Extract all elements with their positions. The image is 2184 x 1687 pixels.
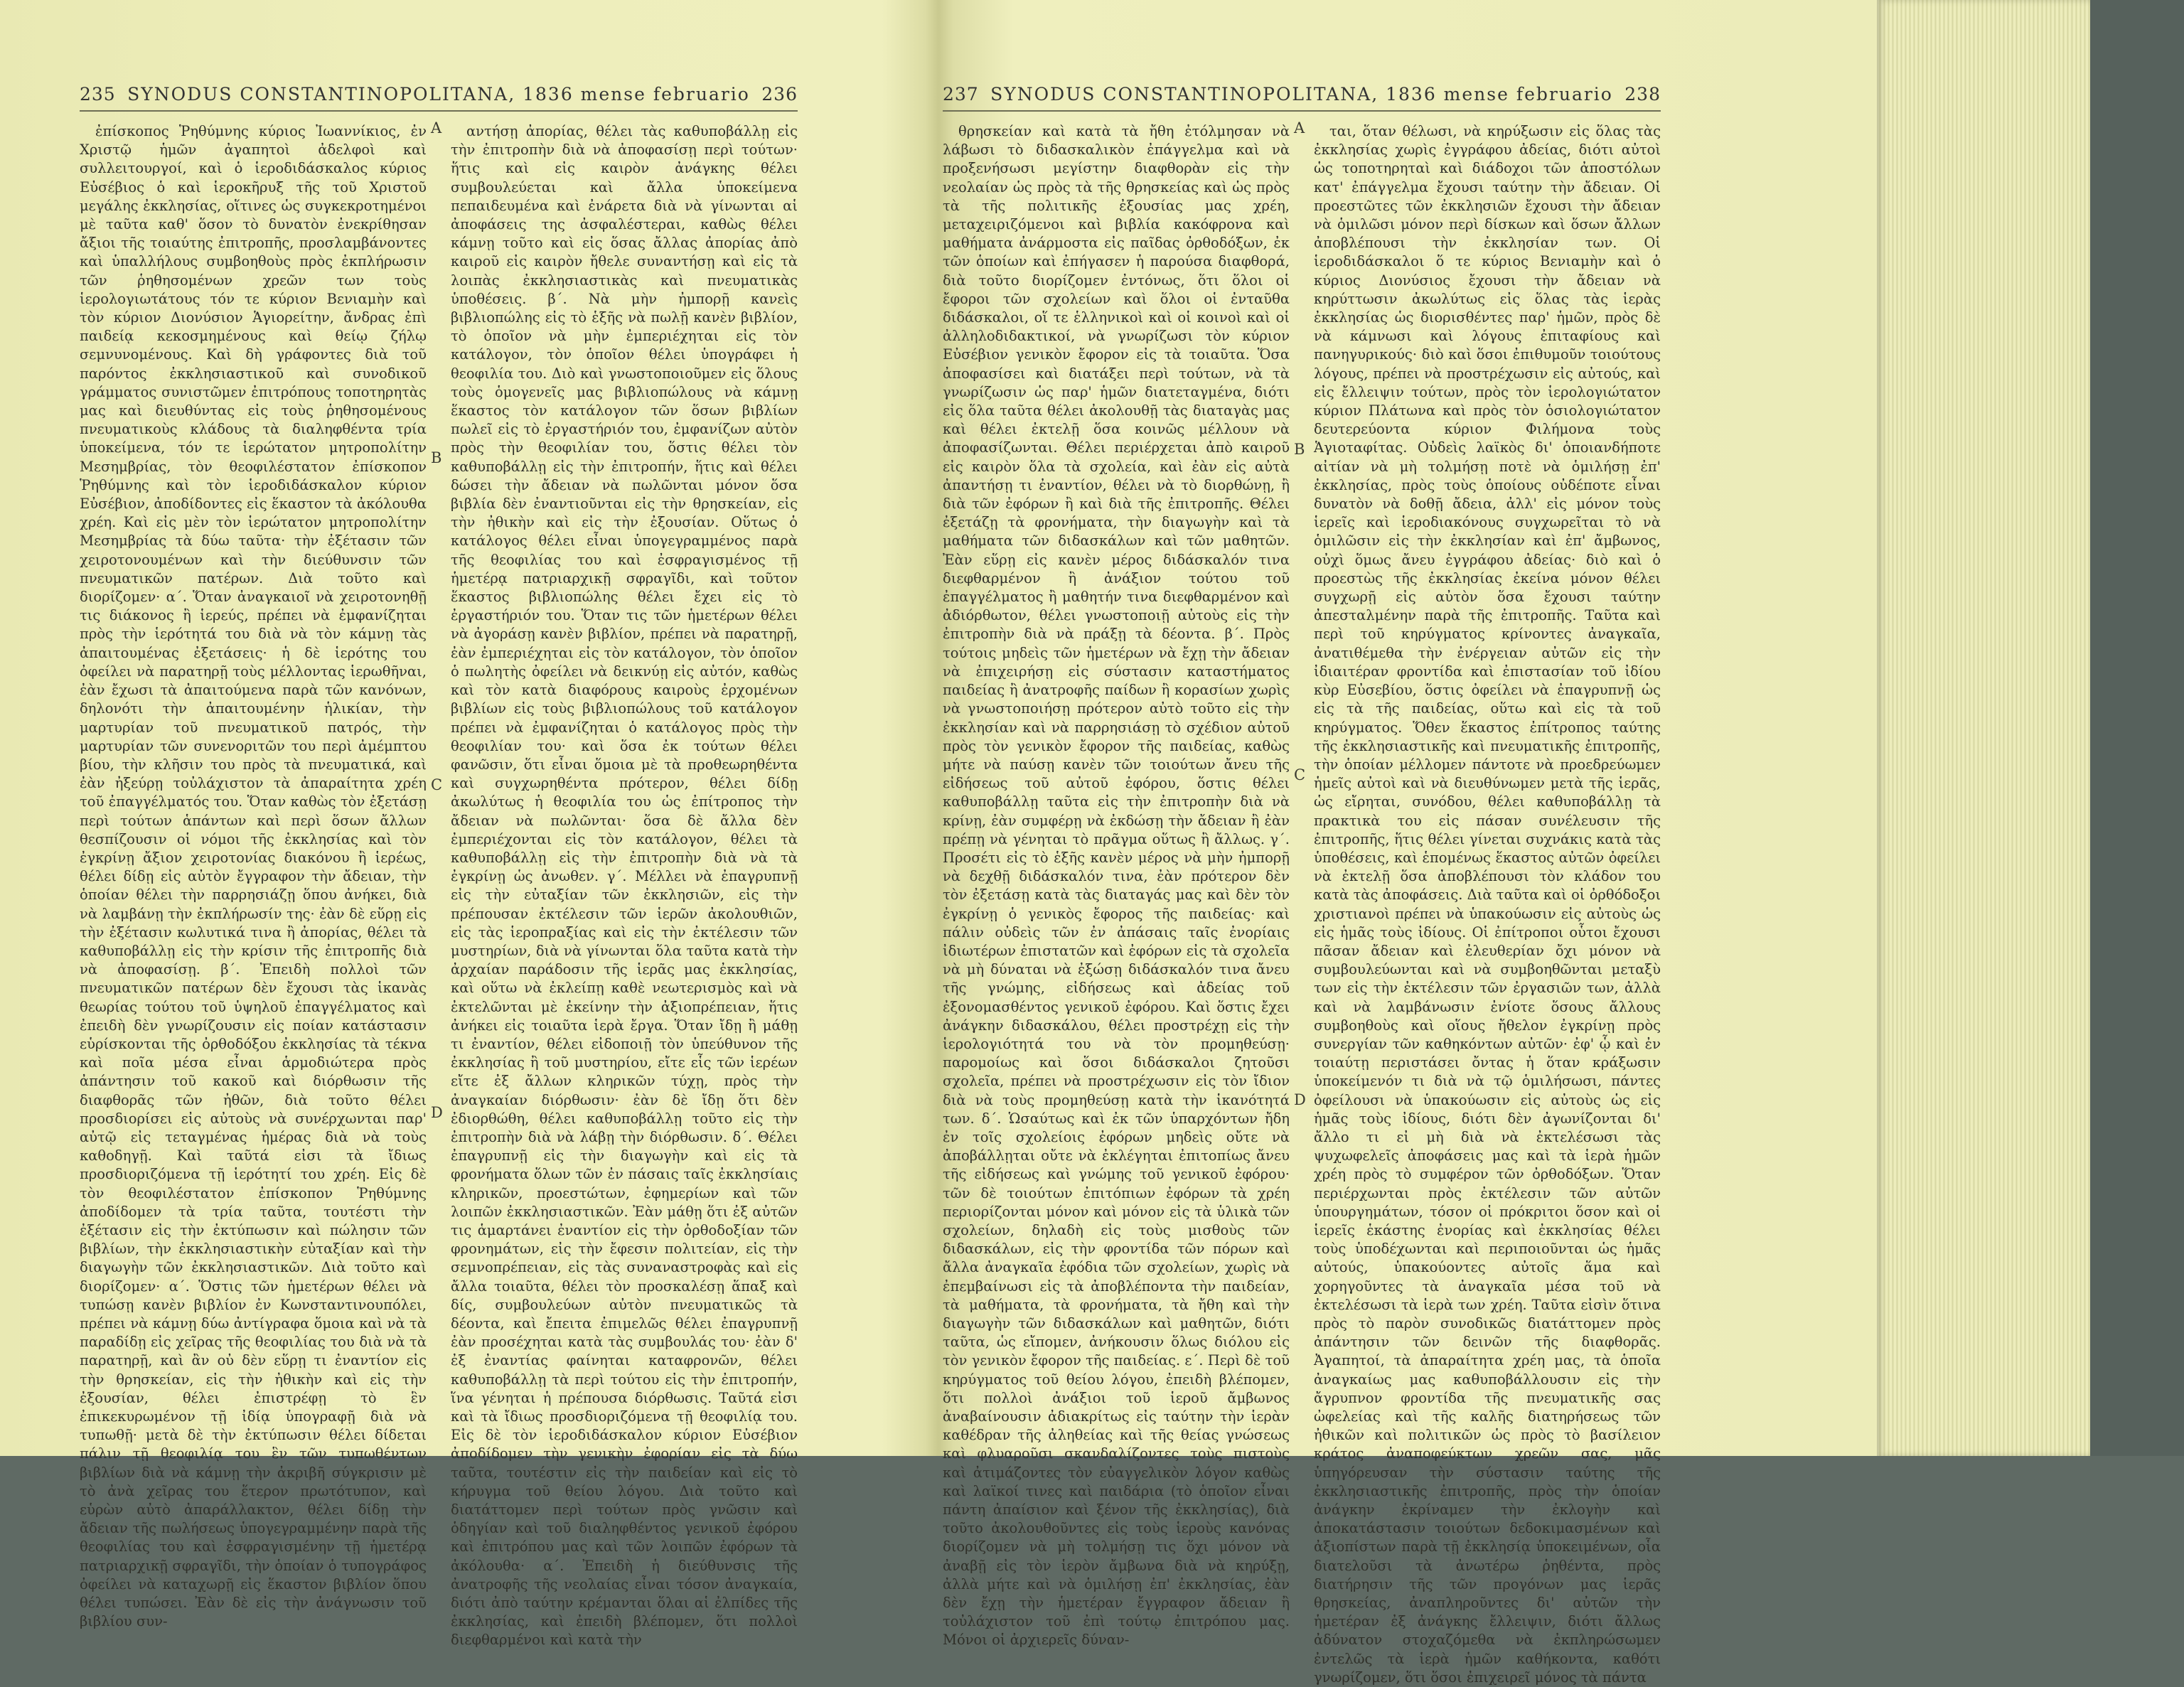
right-page [917, 0, 1863, 1686]
margin-marker: A [431, 119, 442, 136]
margin-marker: A [1294, 119, 1305, 136]
header-rule [943, 110, 1661, 112]
margin-marker: B [1294, 441, 1305, 458]
text-column-right [451, 122, 798, 1649]
page-edges [1877, 0, 2090, 1456]
header-rule [80, 110, 798, 112]
column-number: 235 [80, 84, 116, 105]
background-surface [2090, 0, 2184, 1456]
running-title: SYNODUS CONSTANTINOPOLITANA, 1836 mense februario [990, 84, 1613, 105]
column-number: 237 [943, 84, 979, 105]
column-number: 238 [1624, 84, 1661, 105]
column-number: 236 [761, 84, 798, 105]
column-text: ἐπίσκοπος Ῥηθύμνης κύριος Ἰωαννίκιος, ἐν Χριστῷ ἡμῶν ἀγαπητοὶ ἀδελφοὶ καὶ συλλειτουργοί, καὶ ὁ ἱεροδιδάσκαλος κύριος Εὐσέβιος ὁ καὶ ἱεροκῆρυξ τῆς τοῦ Χριστοῦ μεγάλης ἐκκλησίας, οἵτινες ὡς συγκεκροτημένοι μὲ ταῦτα καθ' ὅσον τὸ δυνατὸν ἐνεκρίθησαν ἄξιοι τῆς τοιαύτης ἐπιτροπῆς, προσλαμβάνοντες καὶ ὑπαλλήλους συμβοηθοὺς πρὸς ἐκπλήρωσιν τῶν ῥηθησομένων χρεῶν των τοὺς ἱερολογιωτάτους τόν τε κύριον Βενιαμὴν καὶ τὸν κύριον Διονύσιον Ἁγιορείτην, ἄνδρας ἐπὶ παιδείᾳ κεκοσμημένους καὶ θείῳ ζήλῳ σεμνυνομένους. Καὶ δὴ γράφοντες διὰ τοῦ παρόντος ἐκκλησιαστικοῦ καὶ συνοδικοῦ γράμματος συνιστῶμεν ἐπιτρόπους τοποτηρητὰς μας καὶ διευθύντας εἰς τοὺς ῥηθησομένους πνευματικοὺς κλάδους τὰ διαληφθέντα τρία ὑποκείμενα, τόν τε ἱερώτατον μητροπολίτην Μεσημβρίας, τὸν θεοφιλέστατον ἐπίσκοπον Ῥηθύμνης καὶ τὸν ἱεροδιδάσκαλον κύριον Εὐσέβιον, ἀποδίδοντες εἰς ἕκαστον τὰ ἀκόλουθα χρέη. Καὶ εἰς μὲν τὸν ἱερώτατον μητροπολίτην Μεσημβρίας τὰ δύω ταῦτα· τὴν ἐξέτασιν τῶν χειροτονουμένων καὶ τὴν διεύθυνσιν τῶν πνευματικῶν πατέρων. Διὰ τοῦτο καὶ διορίζομεν· α΄. Ὅταν ἀναγκαιοῖ νὰ χειροτονηθῇ τις διάκονος ἢ ἱερεύς, πρέπει νὰ ἐμφανίζηται πρὸς τὴν ἱερότητά του διὰ νὰ τὸν κάμνῃ τὰς ἀπαιτουμένας ἐξετάσεις· ἡ δὲ ἱερότης του ὀφείλει νὰ παρατηρῇ τοὺς μέλλοντας ἱερωθῆναι, ἐὰν ἔχωσι τὰ ἀπαιτούμενα παρὰ τῶν κανόνων, δηλονότι τὴν ἀπαιτουμένην ἡλικίαν, τὴν μαρτυρίαν τοῦ πνευματικοῦ πατρός, τὴν μαρτυρίαν τῶν συνενοριτῶν του περὶ ἀμέμπτου βίου, τὴν κλῆσιν του πρὸς τὰ πνευματικά, καὶ ἐὰν ἠξεύρῃ τοὐλάχιστον τὰ ἀπαραίτητα χρέη τοῦ ἐπαγγέλματός του. Ὅταν καθὼς τὸν ἐξετάσῃ περὶ τούτων ἁπάντων καὶ περὶ ὅσων ἄλλων θεσπίζουσιν οἱ νόμοι τῆς ἐκκλησίας καὶ τὸν ἐγκρίνῃ ἄξιον χειροτονίας διακόνου ἢ ἱερέως, θέλει δίδῃ εἰς αὐτὸν ἔγγραφον τὴν ἄδειαν, τὴν ὁποίαν θέλει τὴν παρρησιάζῃ ὅπου ἀνήκει, διὰ νὰ λαμβάνῃ τὴν ἐκπλήρωσίν της· ἐὰν δὲ εὕρῃ εἰς τὴν ἐξέτασιν κωλυτικά τινα ἢ ἀπορίας, θέλει τὰ καθυποβάλλῃ εἰς τὴν κρίσιν τῆς ἐπιτροπῆς διὰ νὰ ἀποφασίσῃ. β΄. Ἐπειδὴ πολλοὶ τῶν πνευματικῶν πατέρων δὲν ἔχουσι τὰς ἱκανὰς θεωρίας τούτου τοῦ ὑψηλοῦ ἐπαγγέλματος καὶ ἐπειδὴ δὲν γνωρίζουσιν εἰς ποίαν κατάστασιν εὑρίσκονται τῆς ὀρθοδόξου ἐκκλησίας τὰ τέκνα καὶ ποῖα μέσα εἶναι ἁρμοδιώτερα πρὸς ἀπάντησιν τοῦ κακοῦ καὶ διόρθωσιν τῆς διαφθορᾶς τῶν ἠθῶν, διὰ τοῦτο θέλει προσδιορίσει εἰς αὐτοὺς νὰ συνέρχωνται παρ' αὐτῷ εἰς τεταγμένας ἡμέρας διὰ νὰ τοὺς καθοδηγῇ. Καὶ ταῦτά εἰσι τὰ ἴδιως προσδιοριζόμενα τῇ ἱερότητί του χρέη. Εἰς δὲ τὸν θεοφιλέστατον ἐπίσκοπον Ῥηθύμνης ἀποδίδομεν τὰ τρία ταῦτα, τουτέστι τὴν ἐξέτασιν εἰς τὴν ἐκτύπωσιν καὶ πώλησιν τῶν βιβλίων, τὴν ἐκκλησιαστικὴν εὐταξίαν καὶ τὴν διαγωγὴν τῶν ἐκκλησιαστικῶν. Διὰ τοῦτο καὶ διορίζομεν· α΄. Ὅστις τῶν ἡμετέρων θέλει νὰ τυπώσῃ κανὲν βιβλίον ἐν Κωνσταντινουπόλει, πρέπει νὰ κάμνῃ δύω ἀντίγραφα ὅμοια καὶ νὰ τὰ παραδίδῃ εἰς χεῖρας τῆς θεοφιλίας του διὰ νὰ τὰ παρατηρῇ, καὶ ἂν οὐ δὲν εὕρῃ τι ἐναντίον εἰς τὴν θρησκείαν, εἰς τὴν ἠθικὴν καὶ εἰς τὴν ἐξουσίαν, θέλει ἐπιστρέφῃ τὸ ἓν ἐπικεκυρωμένον τῇ ἰδίᾳ ὑπογραφῇ διὰ νὰ τυπωθῇ· μετὰ δὲ τὴν ἐκτύπωσιν θέλει δίδεται πάλιν τῇ θεοφιλίᾳ του ἓν τῶν τυπωθέντων βιβλίων διὰ νὰ κάμνῃ τὴν ἀκριβῆ σύγκρισιν μὲ τὸ ἀνὰ χεῖρας του ἕτερον πρωτότυπον, καὶ εὑρὼν αὐτὸ ἀπαράλλακτον, θέλει δίδῃ τὴν ἄδειαν τῆς πωλήσεως ὑπογεγραμμένην παρὰ τῆς θεοφιλίας του καὶ ἐσφραγισμένην τῇ ἡμετέρᾳ πατριαρχικῇ σφραγῖδι, τὴν ὁποίαν ὁ τυπογράφος ὀφείλει νὰ καταχωρῇ εἰς ἕκαστον βιβλίον ὅπου θέλει τυπώσει. Ἐὰν δὲ εἰς τὴν ἀνάγνωσιν τοῦ βιβλίου συν- [80, 123, 427, 1630]
margin-marker: B [431, 449, 442, 466]
text-column-right [1314, 122, 1661, 1686]
running-title: SYNODUS CONSTANTINOPOLITANA, 1836 mense februario [127, 84, 750, 105]
column-text: θρησκείαν καὶ κατὰ τὰ ἤθη ἐτόλμησαν νὰ λάβωσι τὸ διδασκαλικὸν ἐπάγγελμα καὶ νὰ προξενήσωσι μεγίστην διαφθορὰν εἰς τὴν νεολαίαν ὡς πρὸς τὰ τῆς θρησκείας καὶ ὡς πρὸς τὰ τῆς πολιτικῆς ἐξουσίας μας χρέη, μεταχειριζόμενοι καὶ βιβλία κακόφρονα καὶ μαθήματα ἀνάρμοστα εἰς παῖδας ὀρθοδόξων, ἐκ τῶν ὁποίων καὶ ἐπήγασεν ἡ παρούσα διαφθορά, διὰ τοῦτο διορίζομεν ἐντόνως, ὅτι ὅλοι οἱ ἔφοροι τῶν σχολείων καὶ ὅλοι οἱ ἐνταῦθα διδάσκαλοι, οἵ τε ἑλληνικοὶ καὶ οἱ κοινοὶ καὶ οἱ ἀλληλοδιδακτικοί, νὰ γνωρίζωσι τὸν κύριον Εὐσέβιον γενικὸν ἔφορον εἰς τὰ τοιαῦτα. Ὅσα ἀποφασίσει καὶ διατάξει περὶ τούτων, νὰ τὰ γνωρίζωσιν ὡς παρ' ἡμῶν διατεταγμένα, διότι εἰς ὅλα ταῦτα θέλει ἀκολουθῇ τὰς διαταγὰς μας καὶ θέλει ἐκτελῇ ὅσα κοινῶς μέλλουν νὰ ἀποφασίζωνται. Θέλει περιέρχεται ἀπὸ καιροῦ εἰς καιρὸν ὅλα τὰ σχολεία, καὶ ἐὰν εἰς αὐτὰ ἀπαντήσῃ τι ἐναντίον, θέλει νὰ τὸ διορθώνῃ, ἢ διὰ τῶν ἐφόρων ἢ καὶ διὰ τῆς ἐπιτροπῆς. Θέλει ἐξετάζῃ τὰ φρονήματα, τὴν διαγωγὴν καὶ τὰ μαθήματα τῶν διδασκάλων καὶ τῶν μαθητῶν. Ἐὰν εὕρῃ εἰς κανὲν μέρος διδάσκαλόν τινα διεφθαρμένον ἢ ἀνάξιον τούτου τοῦ ἐπαγγέλματος ἢ μαθητήν τινα διεφθαρμένον καὶ ἀδιόρθωτον, θέλει γνωστοποιῇ αὐτοὺς εἰς τὴν ἐπιτροπὴν διὰ νὰ πράξῃ τὰ δέοντα. β΄. Πρὸς τούτοις μηδεὶς τῶν ἡμετέρων νὰ ἔχῃ τὴν ἄδειαν νὰ ἐπιχειρήσῃ εἰς σύστασιν καταστήματος παιδείας ἢ ἀνατροφῆς παίδων ἢ κορασίων χωρὶς νὰ γνωστοποιήσῃ πρότερον αὐτὸ τοῦτο εἰς τὴν ἐκκλησίαν καὶ νὰ παρρησιάσῃ τὸ σχέδιον αὐτοῦ πρὸς τὸν γενικὸν ἔφορον τῆς παιδείας, καθὼς μήτε νὰ παύσῃ κανὲν τῶν τοιούτων ἄνευ τῆς εἰδήσεως τοῦ αὐτοῦ ἐφόρου, ὅστις θέλει καθυποβάλλῃ ταῦτα εἰς τὴν ἐπιτροπὴν διὰ νὰ κρίνῃ, ἐὰν συμφέρῃ νὰ ἐκδώσῃ τὴν ἄδειαν ἢ ἐὰν πρέπῃ νὰ γένηται τὸ πρᾶγμα οὕτως ἢ ἄλλως. γ΄. Προσέτι εἰς τὸ ἑξῆς κανὲν μέρος νὰ μὴν ἠμπορῇ νὰ δεχθῇ διδάσκαλόν τινα, ἐὰν πρότερον δὲν τὸν ἐξετάσῃ κατὰ τὰς διαταγάς μας καὶ δὲν τὸν ἐγκρίνῃ ὁ γενικὸς ἔφορος τῆς παιδείας· καὶ πάλιν οὐδεὶς τῶν ἐν ἀπάσαις ταῖς ἐνορίαις ἰδιωτέρων ἐπιστατῶν καὶ ἐφόρων εἰς τὰ σχολεῖα νὰ μὴ δύναται νὰ ἐξώσῃ διδάσκαλόν τινα ἄνευ τῆς γνώμης, εἰδήσεως καὶ ἀδείας τοῦ ἐξονομασθέντος γενικοῦ ἐφόρου. Καὶ ὅστις ἔχει ἀνάγκην διδασκάλου, θέλει προστρέχῃ εἰς τὴν ἱερολογιότητά του νὰ τὸν προμηθεύσῃ· παρομοίως καὶ ὅσοι διδάσκαλοι ζητοῦσι σχολεῖα, πρέπει νὰ προστρέχωσιν εἰς τὸν ἴδιον διὰ νὰ τοὺς προμηθεύσῃ κατὰ τὴν ἱκανότητά των. δ΄. Ὡσαύτως καὶ ἐκ τῶν ὑπαρχόντων ἤδη ἐν τοῖς σχολείοις ἐφόρων μηδεὶς οὔτε νὰ ἀποβάλλῃται οὔτε νὰ ἐκλέγηται ἐπιτοπίως ἄνευ τῆς εἰδήσεως καὶ γνώμης τοῦ γενικοῦ ἐφόρου· τῶν δὲ τοιούτων ἐπιτόπιων ἐφόρων τὰ χρέη περιορίζονται μόνον καὶ μόνον εἰς τὰ ὑλικὰ τῶν σχολείων, δηλαδὴ εἰς τοὺς μισθοὺς τῶν διδασκάλων, εἰς τὴν φροντίδα τῶν πόρων καὶ ἄλλα ἀναγκαῖα ἐφόδια τῶν σχολείων, χωρὶς νὰ ἐπεμβαίνωσι εἰς τὰ ἀποβλέποντα τὴν παιδείαν, τὰ μαθήματα, τὰ φρονήματα, τὰ ἤθη καὶ τὴν διαγωγὴν τῶν διδασκάλων καὶ μαθητῶν, διότι ταῦτα, ὡς εἴπομεν, ἀνήκουσιν ὅλως διόλου εἰς τὸν γενικὸν ἔφορον τῆς παιδείας. ε΄. Περὶ δὲ τοῦ κηρύγματος τοῦ θείου λόγου, ἐπειδὴ βλέπομεν, ὅτι πολλοὶ ἀνάξιοι τοῦ ἱεροῦ ἄμβωνος ἀναβαίνουσιν ἀδιακρίτως εἰς ταύτην τὴν ἱερὰν καθέδραν τῆς ἀληθείας καὶ τῆς θείας γνώσεως καὶ φλυαροῦσι σκανδαλίζοντες τοὺς πιστοὺς καὶ ἀτιμάζοντες τὸν εὐαγγελικὸν λόγον καθὼς καὶ λαϊκοί τινες καὶ παιδάρια (τὸ ὁποῖον εἶναι πάντη ἀπαίσιον καὶ ξένον τῆς ἐκκλησίας), διὰ τοῦτο ἀκολουθοῦντες εἰς τοὺς ἱεροὺς κανόνας διορίζομεν νὰ μὴ τολμήσῃ τις ὅχι μόνον νὰ ἀναβῇ εἰς τὸν ἱερὸν ἄμβωνα διὰ νὰ κηρύξῃ, ἀλλὰ μήτε καὶ νὰ ὁμιλήσῃ ἐπ' ἐκκλησίας, ἐὰν δὲν ἔχῃ τὴν ἡμετέραν ἔγγραφον ἄδειαν ἢ τοὐλάχιστον τοῦ ἐπὶ τούτῳ ἐπιτρόπου μας. Μόνοι οἱ ἀρχιερεῖς δύναν- [943, 123, 1290, 1649]
left-page [0, 0, 882, 1649]
text-column-left [943, 122, 1290, 1649]
margin-marker: C [1294, 766, 1306, 783]
column-text: αντήσῃ ἀπορίας, θέλει τὰς καθυποβάλλῃ εἰς τὴν ἐπιτροπὴν διὰ νὰ ἀποφασίσῃ περὶ τούτων· ἥτις καὶ εἰς καιρὸν ἀνάγκης θέλει συμβουλεύεται καὶ ἄλλα ὑποκείμενα πεπαιδευμένα καὶ ἐνάρετα διὰ νὰ γίνωνται αἱ ἀποφάσεις της ἀσφαλέστεραι, καθὼς θέλει κάμνῃ τοῦτο καὶ εἰς ὅσας ἄλλας ἀπορίας ἀπὸ καιροῦ εἰς καιρὸν ἤθελε συναντήσῃ καὶ εἰς τὰ λοιπὰς ἐκκλησιαστικὰς καὶ πνευματικὰς ὑποθέσεις. β΄. Νὰ μὴν ἠμπορῇ κανεὶς βιβλιοπώλης εἰς τὸ ἑξῆς νὰ πωλῇ κανὲν βιβλίον, τὸ ὁποῖον νὰ μὴν ἐμπεριέχηται εἰς τὸν κατάλογον, τὸν ὁποῖον θέλει ὑπογράφει ἡ θεοφιλία του. Διὸ καὶ γνωστοποιοῦμεν εἰς ὅλους τοὺς ὁμογενεῖς μας βιβλιοπώλους νὰ κάμνῃ ἕκαστος τὸν κατάλογον τῶν ὅσων βιβλίων πωλεῖ εἰς τὸ ἐργαστήριόν του, ἐμφανίζων αὐτὸν πρὸς τὴν θεοφιλίαν του, ὅστις θέλει τὸν καθυποβάλλῃ εἰς τὴν ἐπιτροπήν, ἥτις καὶ θέλει δώσει τὴν ἄδειαν νὰ πωλῶνται μόνον ὅσα βιβλία δὲν ἐναντιοῦνται εἰς τὴν θρησκείαν, εἰς τὴν ἠθικὴν καὶ εἰς τὴν ἐξουσίαν. Οὕτως ὁ κατάλογος θέλει εἶναι ὑπογεγραμμένος παρὰ τῆς θεοφιλίας του καὶ ἐσφραγισμένος τῇ ἡμετέρᾳ πατριαρχικῇ σφραγῖδι, καὶ τοῦτον ἕκαστος βιβλιοπώλης θέλει ἔχει εἰς τὸ ἐργαστήριόν του. Ὅταν τις τῶν ἡμετέρων θέλει νὰ ἀγοράσῃ κανὲν βιβλίον, πρέπει νὰ παρατηρῇ, ἐὰν ἐμπεριέχηται εἰς τὸν κατάλογον, τὸν ὁποῖον ὁ πωλητὴς ὀφείλει νὰ δεικνύῃ εἰς αὐτόν, καθὼς καὶ τὸν κατὰ διαφόρους καιροὺς ἐρχομένων βιβλίων εἰς τοὺς βιβλιοπώλους τοῦ κατάλογον πρέπει νὰ ἐμφανίζηται ὁ κατάλογος πρὸς τὴν θεοφιλίαν του· καὶ ὅσα ἐκ τούτων θέλει φανῶσιν, ὅτι εἶναι ὅμοια μὲ τὰ προθεωρηθέντα καὶ συγχωρηθέντα πρότερον, θέλει δίδῃ ἀκωλύτως ἡ θεοφιλία του ὡς ἐπίτροπος τὴν ἄδειαν νὰ πωλῶνται· ὅσα δὲ ἄλλα δὲν ἐμπεριέχονται εἰς τὸν κατάλογον, θέλει τὰ καθυποβάλλῃ εἰς τὴν ἐπιτροπὴν διὰ νὰ τὰ ἐγκρίνῃ ὡς ἀνωθεν. γ΄. Μέλλει νὰ ἐπαγρυπνῇ εἰς τὴν εὐταξίαν τῶν ἐκκλησιῶν, εἰς τὴν πρέπουσαν ἐκτέλεσιν τῶν ἱερῶν ἀκολουθιῶν, εἰς τὰς ἱεροπραξίας καὶ εἰς τὴν ἐκτέλεσιν τῶν μυστηρίων, διὰ νὰ γίνωνται ὅλα ταῦτα κατὰ τὴν ἀρχαίαν παράδοσιν τῆς ἱερᾶς μας ἐκκλησίας, καὶ οὕτω νὰ ἐκλείπῃ καθὲ νεωτερισμὸς καὶ νὰ ἐκτελῶνται μὲ ἐκείνην τὴν ἀξιοπρέπειαν, ἥτις ἀνήκει εἰς τοιαῦτα ἱερὰ ἔργα. Ὅταν ἴδῃ ἢ μάθῃ τι ἐναντίον, θέλει εἰδοποιῇ τὸν ὑπεύθυνον τῆς ἐκκλησίας ἢ τοῦ μυστηρίου, εἴτε εἷς τῶν ἱερέων εἴτε ἐξ ἄλλων κληρικῶν τύχῃ, πρὸς τὴν ἀναγκαίαν διόρθωσιν· ἐὰν δὲ ἴδῃ ὅτι δὲν ἐδιορθώθη, θέλει καθυποβάλλῃ τοῦτο εἰς τὴν ἐπιτροπὴν διὰ νὰ λάβῃ τὴν διόρθωσιν. δ΄. Θέλει ἐπαγρυπνῇ εἰς τὴν διαγωγὴν καὶ εἰς τὰ φρονήματα ὅλων τῶν ἐν πάσαις ταῖς ἐκκλησίαις κληρικῶν, προεστώτων, ἐφημερίων καὶ τῶν λοιπῶν ἐκκλησιαστικῶν. Ἐὰν μάθῃ ὅτι ἐξ αὐτῶν τις ἁμαρτάνει ἐναντίον εἰς τὴν ὀρθοδοξίαν τῶν φρονημάτων, εἰς τὴν ἔφεσιν πολιτείαν, εἰς τὴν σεμνοπρέπειαν, εἰς τὰς συναναστροφὰς καὶ εἰς ἄλλα τοιαῦτα, θέλει τὸν προσκαλέσῃ ἅπαξ καὶ δίς, συμβουλεύων αὐτὸν πνευματικῶς τὰ δέοντα, καὶ ἔπειτα ἐπιμελῶς θέλει ἐπαγρυπνῇ ἐὰν προσέχηται κατὰ τὰς συμβουλάς του· ἐὰν δ' ἐξ ἐναντίας φαίνηται καταφρονῶν, θέλει καθυποβάλλῃ τὰ περὶ τούτου εἰς τὴν ἐπιτροπήν, ἵνα γένηται ἡ πρέπουσα διόρθωσις. Ταῦτά εἰσι καὶ τὰ ἴδιως προσδιοριζόμενα τῇ θεοφιλίᾳ του. Εἰς δὲ τὸν ἱεροδιδάσκαλον κύριον Εὐσέβιον ἀποδίδομεν τὴν γενικὴν ἐφορίαν εἰς τὰ δύω ταῦτα, τουτέστιν εἰς τὴν παιδείαν καὶ εἰς τὸ κήρυγμα τοῦ θείου λόγου. Διὰ τοῦτο καὶ διατάττομεν περὶ τούτων πρὸς γνῶσιν καὶ ὁδηγίαν καὶ τοῦ διαληφθέντος γενικοῦ ἐφόρου καὶ ἐπιτρόπου μας καὶ τῶν λοιπῶν ἐφόρων τὰ ἀκόλουθα· α΄. Ἐπειδὴ ἡ διεύθυνσις τῆς ἀνατροφῆς τῆς νεολαίας εἶναι τόσον ἀναγκαία, διότι ἀπὸ ταύτην κρέμανται ὅλαι αἱ ἐλπίδες τῆς ἐκκλησίας, καὶ ἐπειδὴ βλέπομεν, ὅτι πολλοὶ διεφθαρμένοι καὶ κατὰ τὴν [451, 123, 798, 1649]
right-page-header [943, 84, 1661, 112]
margin-marker: C [431, 776, 443, 793]
margin-marker: D [431, 1104, 443, 1121]
left-page-header [80, 84, 798, 112]
text-column-left [80, 122, 427, 1630]
column-text: ται, ὅταν θέλωσι, νὰ κηρύξωσιν εἰς ὅλας τὰς ἐκκλησίας χωρὶς ἐγγράφου ἀδείας, διότι αὐτοὶ ὡς τοποτηρηταὶ καὶ διάδοχοι τῶν ἀποστόλων κατ' ἐπάγγελμα ἔχουσι ταύτην τὴν ἄδειαν. Οἱ προεστῶτες τῶν ἐκκλησιῶν ἔχουσι τὴν ἄδειαν νὰ ὁμιλῶσι μόνον περὶ δίσκων καὶ ὅσων ἄλλων ἀποβλέπουσι τὴν ἐκκλησίαν των. Οἱ ἱεροδιδάσκαλοι ὅ τε κύριος Βενιαμὴν καὶ ὁ κύριος Διονύσιος ἔχουσι τὴν ἄδειαν νὰ κηρύττωσιν ἀκωλύτως εἰς ὅλας τὰς ἱερὰς ἐκκλησίας ὡς διορισθέντες παρ' ἡμῶν, πρὸς δὲ νὰ κάμνωσι καὶ λόγους ἐπιταφίους καὶ πανηγυρικούς· διὸ καὶ ὅσοι ἐπιθυμοῦν τοιούτους λόγους, πρέπει νὰ προστρέχωσιν εἰς αὐτούς, καὶ εἰς ἔλλειψιν τούτων, πρὸς τὸν ἱερολογιώτατον κύριον Πλάτωνα καὶ πρὸς τὸν ὁσιολογιώτατον δευτερεύοντα κύριον Φιλήμονα τοὺς Ἁγιοταφίτας. Οὐδεὶς λαϊκὸς δι' ὁποιανδήποτε αἰτίαν νὰ μὴ τολμήσῃ ποτὲ νὰ ὁμιλήσῃ ἐπ' ἐκκλησίας, πρὸς τοὺς ὁποίους οὐδέποτε εἶναι δυνατὸν νὰ δοθῇ ἄδεια, ἀλλ' εἰς μόνον τοὺς ἱερεῖς καὶ ἱεροδιακόνους συγχωρεῖται τὸ νὰ ὁμιλῶσιν εἰς τὴν ἐκκλησίαν καὶ ἐπ' ἄμβωνος, οὐχὶ ὅμως ἄνευ ἐγγράφου ἀδείας· διὸ καὶ ὁ προεστὼς τῆς ἐκκλησίας ἐκείνα μόνον θέλει συγχωρῇ εἰς αὐτὸν ὅσα ἔχουσι ταύτην ἀπεσταλμένην παρὰ τῆς ἐπιτροπῆς. Ταῦτα καὶ περὶ τοῦ κηρύγματος κρίνοντες ἀναγκαῖα, ἀνατιθέμεθα τὴν ἐνέργειαν αὐτῶν εἰς τὴν ἰδιαιτέραν φροντίδα καὶ ἐπιστασίαν τοῦ ἰδίου κὺρ Εὐσεβίου, ὅστις ὀφείλει νὰ ἐπαγρυπνῇ ὡς εἰς τὰ τῆς παιδείας, οὕτω καὶ εἰς τὰ τοῦ κηρύγματος. Ὅθεν ἕκαστος ἐπίτροπος ταύτης τῆς ἐκκλησιαστικῆς καὶ πνευματικῆς ἐπιτροπῆς, τὴν ὁποίαν μέλλομεν πάντοτε νὰ προεδρεύωμεν ἡμεῖς αὐτοὶ καὶ νὰ διευθύνωμεν μετὰ τῆς ἱερᾶς, ὡς εἴρηται, συνόδου, θέλει καθυποβάλλῃ τὰ πρακτικὰ του εἰς πάσαν συνέλευσιν τῆς ἐπιτροπῆς, ἥτις θέλει γίνεται συχνάκις κατὰ τὰς ὑποθέσεις, καὶ ἑπομένως ἕκαστος αὐτῶν ὀφείλει νὰ ἐκτελῇ ὅσα ἀποβλέπουσι τὸν κλάδον του κατὰ τὰς ἀποφάσεις. Διὰ ταῦτα καὶ οἱ ὀρθόδοξοι χριστιανοὶ πρέπει νὰ ὑπακούωσιν εἰς αὐτοὺς ὡς εἰς ἡμᾶς τοὺς ἰδίους. Οἱ ἐπίτροποι οὗτοι ἔχουσι πᾶσαν ἄδειαν καὶ ἐλευθερίαν ὄχι μόνον νὰ συμβουλεύωνται καὶ νὰ συμβοηθῶνται μεταξὺ των εἰς τὴν ἐκτέλεσιν τῶν ἐργασιῶν των, ἀλλὰ καὶ νὰ λαμβάνωσιν ἐνίοτε ὅσους ἄλλους συμβοηθοὺς καὶ οἵους ἤθελον ἐγκρίνῃ πρὸς συνεργίαν τῶν καθηκόντων αὐτῶν· ἐφ' ᾧ καὶ ἐν τοιαύτῃ περιστάσει ὄντας ἡ ὅταν κράξωσιν ὑποκείμενόν τι διὰ νὰ τῷ ὁμιλήσωσι, πάντες ὀφείλουσι νὰ ὑπακούωσιν εἰς αὐτοὺς ὡς εἰς ἡμᾶς τοὺς ἰδίους, διότι δὲν ἀγωνίζονται δι' ἄλλο τι εἰ μὴ διὰ νὰ ἐκτελέσωσι τὰς ψυχωφελεῖς ἀποφάσεις μας καὶ τὰ ἱερὰ ἡμῶν χρέη πρὸς τὸ συμφέρον τῶν ὀρθοδόξων. Ὅταν περιέρχωνται πρὸς ἐκτέλεσιν τῶν αὐτῶν ὑπουργημάτων, τόσον οἱ πρόκριτοι ὅσον καὶ οἱ ἱερεῖς ἑκάστης ἐνορίας καὶ ἐκκλησίας θέλει τοὺς ὑποδέχωνται καὶ περιποιοῦνται ὡς ἡμᾶς αὐτούς, ὑπακούοντες αὐτοῖς ἅμα καὶ χορηγοῦντες τὰ ἀναγκαῖα μέσα τοῦ νὰ ἐκτελέσωσι τὰ ἱερὰ των χρέη. Ταῦτα εἰσὶν ὅτινα πρὸς τὸ παρὸν συνοδικῶς διατάττομεν πρὸς ἀπάντησιν τῶν δεινῶν τῆς διαφθορᾶς. Ἀγαπητοί, τὰ ἀπαραίτητα χρέη μας, τὰ ὁποῖα ἀναγκαίως μας καθυποβάλλουσιν εἰς τὴν ἄγρυπνον φροντίδα τῆς πνευματικῆς σας ὠφελείας καὶ τῆς καλῆς διατηρήσεως τῶν ἠθικῶν καὶ πολιτικῶν ὡς πρὸς τὸ βασίλειον κράτος ἀναποφεύκτων χρεῶν σας, μᾶς ὑπηγόρευσαν τὴν σύστασιν ταύτης τῆς ἐκκλησιαστικῆς ἐπιτροπῆς, πρὸς τὴν ὁποίαν ἀνάγκην ἐκρίναμεν τὴν ἐκλογὴν καὶ ἀποκατάστασιν τοιούτων δεδοκιμασμένων καὶ ἀξιοπίστων παρὰ τῇ ἐκκλησίᾳ ὑποκειμένων, οἷα διατελοῦσι τὰ ἀνωτέρω ῥηθέντα, πρὸς διατήρησιν τῆς τῶν προγόνων μας ἱερᾶς θρησκείας, ἀναπληροῦντες δι' αὐτῶν τὴν ἡμετέραν ἐξ ἀνάγκης ἔλλειψιν, διότι ἄλλως ἀδύνατον στοχαζόμεθα νὰ ἐκπληρώσωμεν ἐντελῶς τὰ ἱερὰ ἡμῶν καθήκοντα, καθότι γνωρίζομεν, ὅτι ὅσοι ἐπιχειρεῖ μόνος τὰ πάντα [1314, 123, 1661, 1686]
margin-marker: D [1294, 1091, 1306, 1108]
